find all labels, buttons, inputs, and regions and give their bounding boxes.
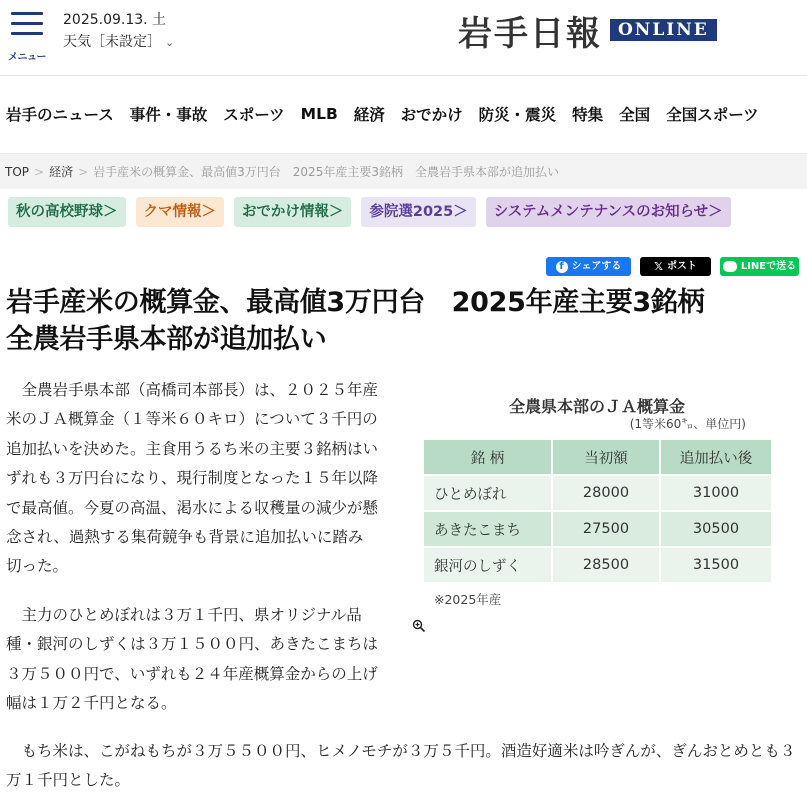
- breadcrumb-category-link[interactable]: 経済: [49, 165, 74, 179]
- breadcrumb-separator-icon: >: [34, 165, 45, 179]
- site-header: [0, 0, 807, 76]
- site-logo[interactable]: [458, 8, 717, 52]
- nav-item-national[interactable]: 全国: [619, 106, 651, 124]
- nav-item-disaster[interactable]: 防災・震災: [478, 106, 557, 124]
- logo-text: 岩手日報: [458, 13, 602, 54]
- breadcrumb-current: 岩手産米の概算金、最高値3万円台 2025年産主要3銘柄 全農岩手県本部が追加払い: [93, 165, 559, 179]
- table-header-after: 追加払い後: [660, 440, 772, 475]
- tag-koshien[interactable]: 秋の高校野球＞: [8, 197, 126, 227]
- article-title: [6, 284, 801, 358]
- hamburger-icon: [11, 12, 43, 36]
- table-row: [424, 511, 772, 547]
- breadcrumb-top-link[interactable]: TOP: [5, 165, 30, 179]
- tag-bear-info[interactable]: クマ情報＞: [136, 197, 225, 227]
- article-paragraph-2: 主力のひとめぼれは３万１千円、県オリジナル品種・銀河のしずくは３万１５００円、あきたこまちは３万５００円で、いずれも２４年産概算金からの上げ幅は１万２千円となる。: [6, 606, 379, 713]
- figure-note: ※2025年産: [434, 592, 502, 607]
- breadcrumb-separator-icon: >: [78, 165, 89, 179]
- line-share-button[interactable]: [720, 257, 799, 276]
- table-cell-after: 30500: [660, 511, 772, 547]
- logo-online-badge: ONLINE: [610, 19, 717, 41]
- x-post-label: ポスト: [666, 261, 697, 272]
- table-header-brand: 銘 柄: [424, 440, 552, 475]
- topic-tags: [8, 197, 731, 227]
- breadcrumb: [0, 153, 807, 189]
- table-cell-after: 31500: [660, 547, 772, 583]
- nav-item-features[interactable]: 特集: [572, 106, 604, 124]
- nav-item-economy[interactable]: 経済: [353, 106, 385, 124]
- line-share-label: LINEで送る: [740, 261, 797, 272]
- table-row: [424, 475, 772, 511]
- menu-label: メニュー: [8, 52, 46, 63]
- weather-selector[interactable]: [63, 31, 174, 51]
- figure-title: 全農県本部のＪＡ概算金: [508, 397, 685, 416]
- figure-subtitle: (1等米60㌔、単位円): [629, 417, 746, 431]
- price-table: [424, 440, 773, 584]
- weather-label: 天気［未設定］: [63, 34, 161, 50]
- tag-maintenance[interactable]: システムメンテナンスのお知らせ＞: [486, 197, 731, 227]
- article-title-line2: 全農岩手県本部が追加払い: [6, 324, 327, 355]
- chevron-down-icon: ⌄: [165, 36, 175, 49]
- table-cell-initial: 28500: [552, 547, 660, 583]
- table-cell-initial: 27500: [552, 511, 660, 547]
- table-cell-after: 31000: [660, 475, 772, 511]
- nav-item-sports[interactable]: スポーツ: [223, 106, 285, 124]
- table-cell-brand: 銀河のしずく: [424, 547, 552, 583]
- article-paragraph-1: 全農岩手県本部（高橋司本部長）は、２０２５年産米のＪＡ概算金（１等米６０キロ）について３千円の追加払いを決めた。主食用うるち米の主要３銘柄はいずれも３万円台になり、現行制度となった１５年以降で最高値。今夏の高温、渇水による収穫量の減少が懸念され、過熱する集荷競争も背景に追加払いに踏み切った。: [6, 381, 379, 576]
- nav-item-national-sports[interactable]: 全国スポーツ: [666, 106, 759, 124]
- article-figure-table[interactable]: [420, 391, 774, 613]
- facebook-share-button[interactable]: [546, 257, 631, 276]
- table-cell-brand: あきたこまち: [424, 511, 552, 547]
- nav-item-incidents[interactable]: 事件・事故: [129, 106, 208, 124]
- line-icon: [723, 261, 737, 272]
- article-title-line1: 岩手産米の概算金、最高値3万円台 2025年産主要3銘柄: [6, 287, 705, 318]
- table-row: [424, 547, 772, 583]
- facebook-icon: f: [556, 261, 568, 273]
- tag-outing-info[interactable]: おでかけ情報＞: [234, 197, 351, 227]
- article-paragraph-3: もち米は、こがねもちが３万５５００円、ヒメノモチが３万５千円。酒造好適米は吟ぎんが、ぎんおとめとも３万１千円とした。: [6, 742, 796, 790]
- menu-button[interactable]: [6, 8, 48, 64]
- table-cell-initial: 28000: [552, 475, 660, 511]
- facebook-share-label: シェアする: [571, 261, 622, 272]
- nav-item-iwate-news[interactable]: 岩手のニュース: [6, 106, 114, 124]
- main-nav: [0, 90, 807, 138]
- table-cell-brand: ひとめぼれ: [424, 475, 552, 511]
- zoom-in-icon[interactable]: [412, 619, 426, 633]
- table-header-initial: 当初額: [552, 440, 660, 475]
- x-icon: 𝕏: [654, 260, 663, 273]
- x-post-button[interactable]: [640, 257, 711, 276]
- tag-election[interactable]: 参院選2025＞: [361, 197, 475, 227]
- current-date: 2025.09.13. 土: [63, 12, 167, 28]
- nav-item-mlb[interactable]: MLB: [300, 105, 338, 123]
- nav-item-outings[interactable]: おでかけ: [400, 106, 463, 124]
